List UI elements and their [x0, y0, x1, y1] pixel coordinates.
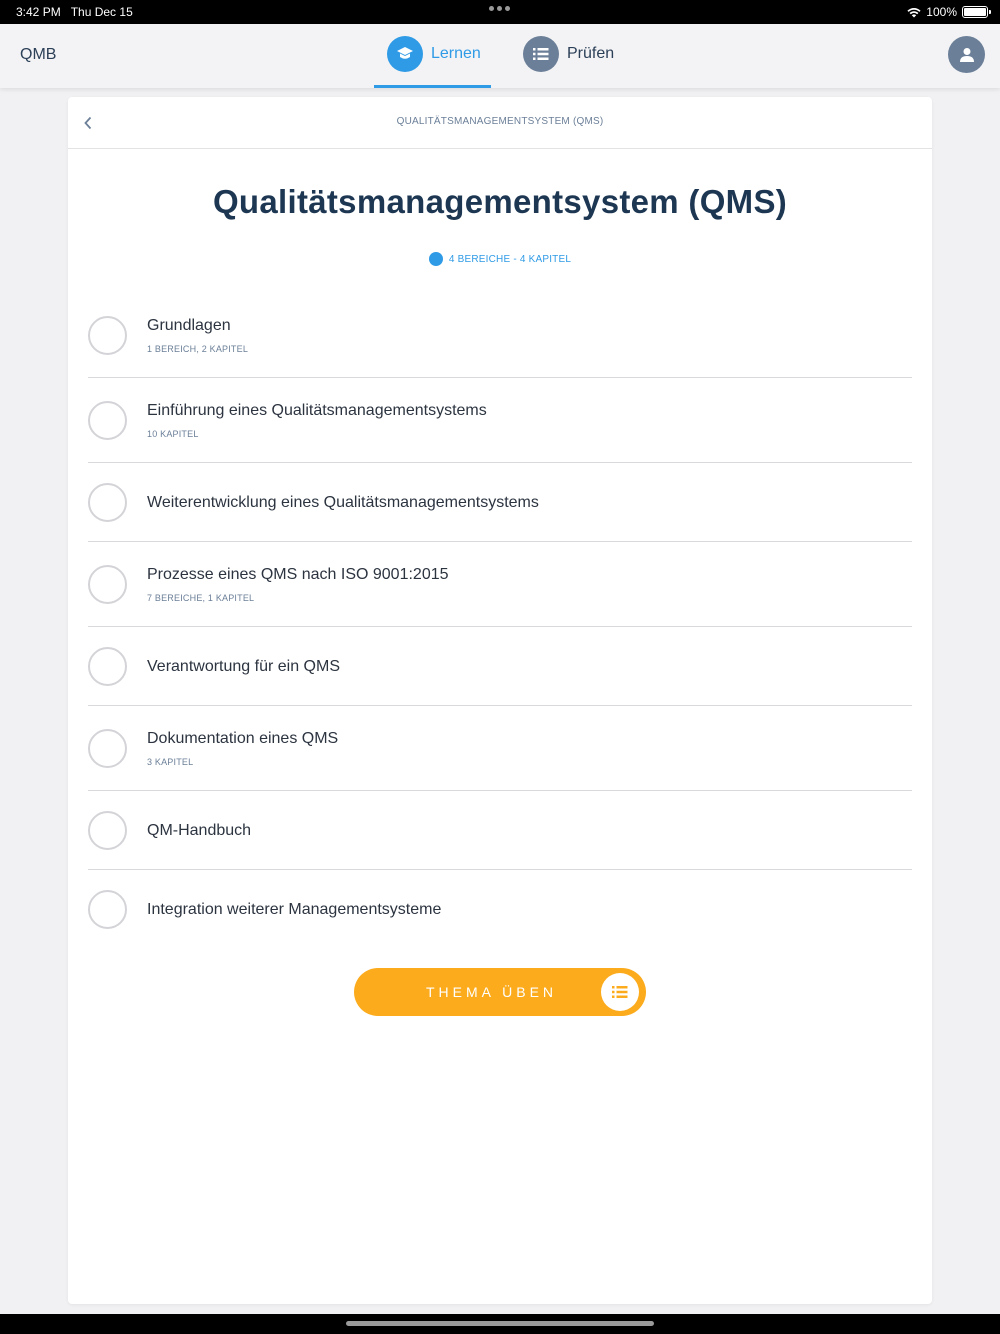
tab-label-lernen: Lernen [431, 45, 481, 62]
checkbox-circle-icon[interactable] [88, 565, 127, 604]
checkbox-circle-icon[interactable] [88, 729, 127, 768]
summary-text: 4 BEREICHE - 4 KAPITEL [448, 253, 572, 265]
checkbox-circle-icon[interactable] [88, 483, 127, 522]
practice-button-label: THEMA ÜBEN [426, 984, 558, 1000]
checkbox-circle-icon[interactable] [88, 890, 127, 929]
app-name[interactable]: QMB [20, 46, 57, 63]
list-item[interactable] [88, 463, 912, 542]
checkbox-circle-icon[interactable] [88, 401, 127, 440]
list-item[interactable] [88, 791, 912, 870]
list-icon [523, 36, 559, 72]
practice-topic-button[interactable] [354, 968, 646, 1016]
topic-title: Einführung eines Qualitätsmanagementsystems [147, 402, 487, 419]
home-indicator[interactable] [346, 1321, 654, 1326]
nav-bar [0, 24, 1000, 88]
checkbox-circle-icon[interactable] [88, 316, 127, 355]
tab-label-pruefen: Prüfen [567, 45, 615, 62]
home-bar-area [0, 1314, 1000, 1334]
tab-pruefen[interactable] [523, 36, 614, 88]
list-item[interactable] [88, 870, 912, 949]
tab-lernen[interactable] [374, 36, 491, 88]
list-item[interactable] [88, 378, 912, 463]
topic-title: Dokumentation eines QMS [147, 730, 339, 747]
topic-title: Prozesse eines QMS nach ISO 9001:2015 [147, 566, 449, 583]
status-time: 3:42 PM [16, 5, 61, 19]
page-title: Qualitätsmanagementsystem (QMS) [212, 183, 788, 220]
topic-title: Verantwortung für ein QMS [147, 658, 340, 675]
wifi-icon [907, 7, 921, 18]
topic-title: Grundlagen [147, 317, 231, 334]
list-icon [601, 973, 639, 1011]
topic-subtitle: 3 KAPITEL [147, 757, 194, 767]
topic-card [68, 97, 932, 1304]
breadcrumb: QUALITÄTSMANAGEMENTSYSTEM (QMS) [396, 116, 604, 127]
checkbox-circle-icon[interactable] [88, 811, 127, 850]
topic-subtitle: 10 KAPITEL [147, 429, 199, 439]
checkbox-circle-icon[interactable] [88, 647, 127, 686]
list-item[interactable] [88, 706, 912, 791]
topic-subtitle: 7 BEREICHE, 1 KAPITEL [147, 593, 255, 603]
status-bar [0, 0, 1000, 24]
progress-dot-icon [429, 252, 443, 266]
status-date: Thu Dec 15 [70, 5, 133, 19]
user-icon [959, 47, 975, 63]
list-item[interactable] [88, 542, 912, 627]
card-header [68, 97, 932, 149]
list-item[interactable] [88, 627, 912, 706]
battery-percentage: 100% [926, 5, 957, 19]
topic-title: Integration weiterer Managementsysteme [147, 901, 442, 918]
topic-subtitle: 1 BEREICH, 2 KAPITEL [147, 344, 249, 354]
topic-summary [68, 252, 932, 266]
battery-icon [962, 6, 988, 18]
topic-title: Weiterentwicklung eines Qualitätsmanagementsystems [147, 494, 539, 511]
topic-list [88, 293, 912, 949]
list-item[interactable] [88, 293, 912, 378]
topic-title: QM-Handbuch [147, 822, 252, 839]
profile-button[interactable] [948, 36, 985, 73]
graduation-cap-icon [387, 36, 423, 72]
multitasking-dots-icon[interactable] [489, 6, 510, 11]
